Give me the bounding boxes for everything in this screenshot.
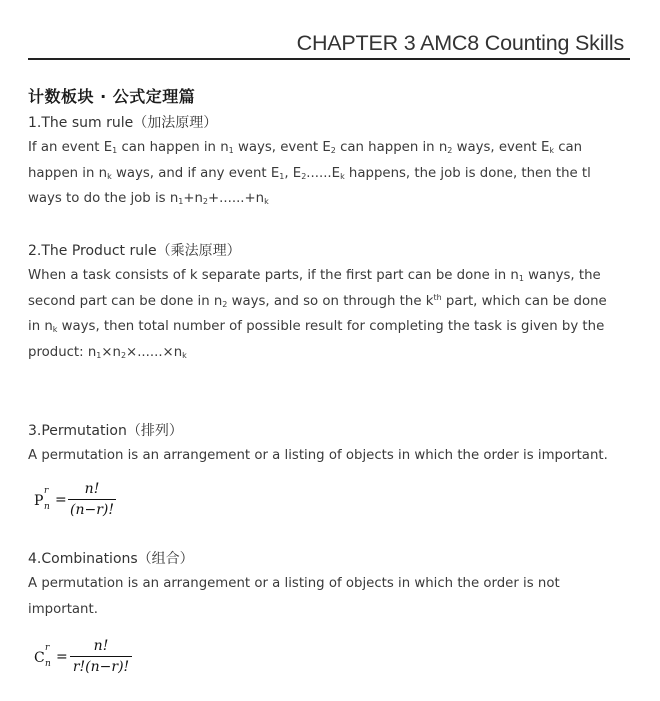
permutation-line-1: A permutation is an arrangement or a listing of objects in which the order is important. [28, 448, 608, 463]
combination-title: 4.Combinations（组合） [28, 551, 194, 567]
sum-rule-line-3: ways to do the job is $n_1+n_2+......+n_k$ [28, 191, 269, 206]
combination-sub: n [45, 659, 51, 669]
chapter-title: CHAPTER 3 AMC8 Counting Skills [296, 31, 624, 55]
product-rule-line-3: in $n_k$ ways, then total number of possible result for completing the task is given by the [28, 319, 605, 334]
section-heading: 计数板块 · 公式定理篇 [28, 87, 196, 106]
combination-equals: = [56, 649, 68, 665]
permutation-symbol: P [34, 493, 44, 509]
product-rule-title: 2.The Product rule（乘法原理） [28, 243, 241, 259]
combination-line-1: A permutation is an arrangement or a listing of objects in which the order is not [28, 576, 560, 591]
permutation-equals: = [55, 492, 67, 508]
combination-section [28, 549, 636, 622]
permutation-sup: r [44, 486, 49, 496]
combination-denominator: r!(n−r)! [72, 659, 130, 675]
sum-rule-line-1: If an event $E_1$ can happen in $n_1$ ways, event $E_2$ can happen in $n_2$ ways, event $E_k$ can [28, 140, 583, 155]
product-rule-line-2: second part can be done in $n_2$ ways, and so on through the $k^{th}$ part, which can be done [28, 292, 607, 309]
product-rule-line-4: product: $n_1\times n_2\times......\times n_k$ [28, 344, 187, 360]
permutation-denominator: (n−r)! [70, 502, 114, 518]
combination-line-2: important. [28, 601, 98, 617]
product-rule-line-1: When a task consists of k separate parts, if the first part can be done in $n_1$ wanys, the [28, 268, 601, 283]
permutation-section [28, 421, 636, 469]
combination-numerator: n! [93, 638, 109, 654]
combination-formula [34, 639, 174, 683]
sum-rule-line-2: happen in $n_k$ ways, and if any event $E_1$, $E_2......E_k$ happens, the job is done, then the tl [28, 165, 591, 181]
permutation-title: 3.Permutation（排列） [28, 423, 183, 439]
permutation-sub: n [44, 502, 50, 512]
permutation-numerator: n! [84, 481, 100, 497]
permutation-fraction [68, 481, 116, 518]
header-divider [28, 58, 630, 60]
product-rule-section [28, 241, 636, 365]
combination-fraction [70, 638, 132, 675]
sum-rule-title: 1.The sum rule（加法原理） [28, 115, 218, 131]
sum-rule-section [28, 113, 636, 212]
combination-symbol: C [34, 650, 45, 666]
combination-sup: r [45, 643, 50, 653]
permutation-formula [34, 482, 154, 526]
